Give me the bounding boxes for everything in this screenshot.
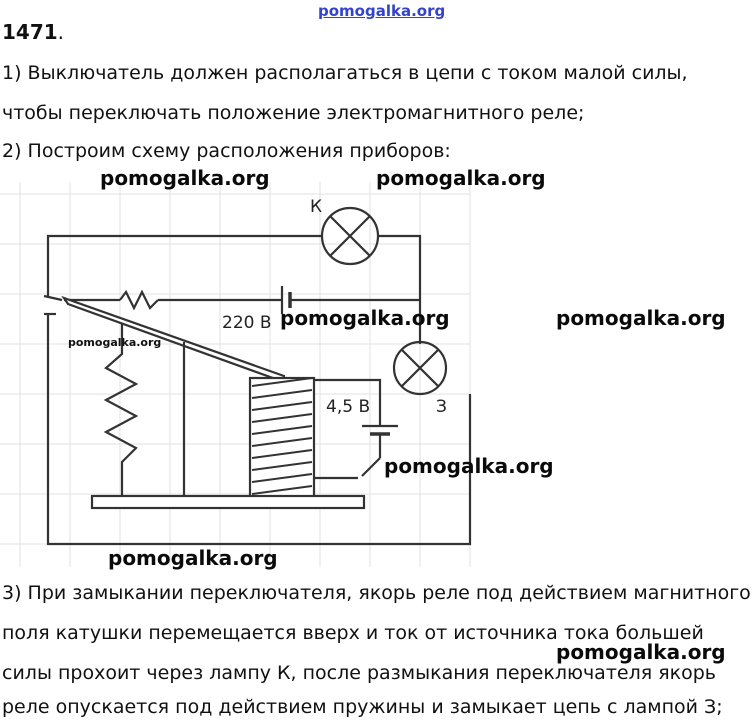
watermark-top[interactable]: pomogalka.org [318, 2, 446, 20]
problem-number-suffix: . [57, 20, 65, 44]
switch-lever [362, 458, 380, 476]
watermark-small: pomogalka.org [68, 336, 162, 349]
answer-line-1: 1) Выключатель должен располагаться в цепи с током малой силы, [2, 62, 688, 84]
lamp-z-label: З [436, 397, 447, 417]
watermark-2: pomogalka.org [376, 166, 546, 190]
answer-line-6: силы прохоит через лампу К, после размыкания переключателя якорь [2, 662, 716, 684]
answer-line-5: поля катушки перемещается вверх и ток от источника тока большей [2, 622, 704, 644]
answer-line-2: чтобы переключать положение электромагнитного реле; [2, 102, 585, 124]
relay-circuit-diagram [0, 172, 520, 572]
lamp-k-label: К [310, 197, 323, 217]
watermark-7: pomogalka.org [556, 640, 726, 664]
watermark-6: pomogalka.org [108, 546, 278, 570]
voltage-4-5-label: 4,5 В [326, 397, 371, 417]
answer-line-7: реле опускается под действием пружины и замыкает цепь с лампой З; [2, 696, 723, 718]
watermark-1: pomogalka.org [100, 166, 270, 190]
watermark-4: pomogalka.org [556, 306, 726, 330]
grid [0, 182, 470, 567]
watermark-3: pomogalka.org [280, 306, 450, 330]
contact-top [44, 296, 62, 300]
problem-number-value: 1471 [2, 20, 58, 44]
relay-base [92, 496, 364, 508]
spring-icon [106, 324, 136, 498]
answer-line-3: 2) Построим схему расположения приборов: [2, 140, 451, 162]
watermark-5: pomogalka.org [384, 454, 554, 478]
voltage-220-label: 220 В [222, 313, 272, 333]
problem-number [2, 20, 64, 44]
answer-line-4: 3) При замыкании переключателя, якорь реле под действием магнитного [2, 582, 751, 604]
